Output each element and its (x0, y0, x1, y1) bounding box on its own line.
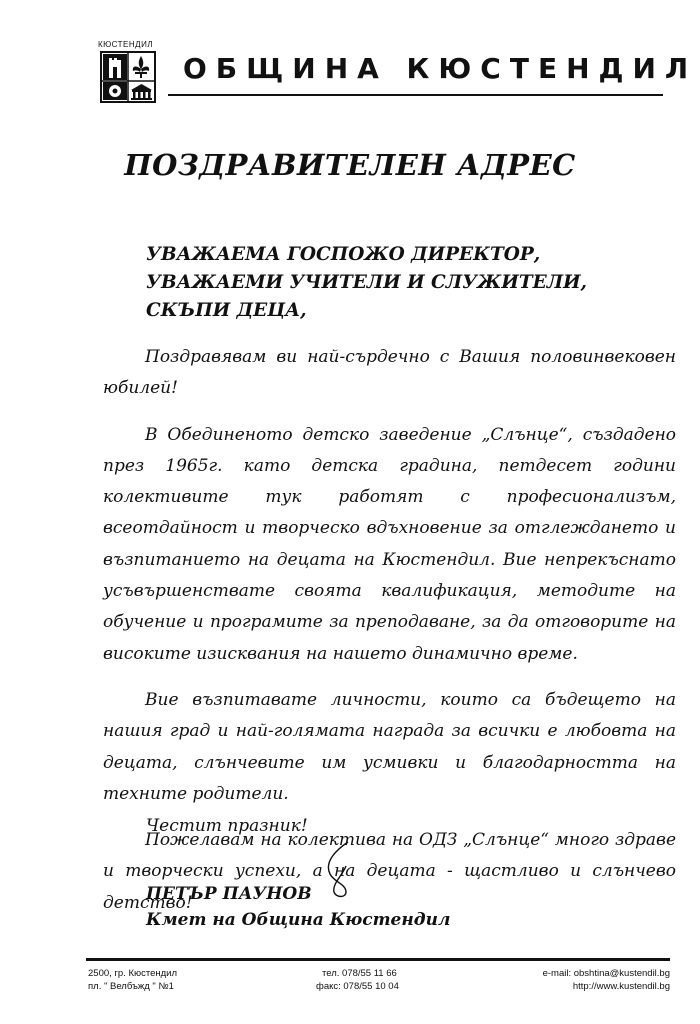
body-paragraph: Вие възпитавате личности, които са бъдещето на нашия град и най-голямата награда за всички е любовта на децата, слънчевите им усмивки и благодарността на техните родители. (103, 689, 676, 804)
coat-of-arms-icon (100, 51, 156, 103)
body-paragraph: В Обединеното детско заведение „Слънце“, създадено през 1965г. като детска градина, петдесет години колективите тук работят с професионализъм, всеотдайност и творческо вдъхновение за отглеждането и възпитанието на децата на Кюстендил. Вие непрекъснато усъвършенствате своята квалификация, методите на обучение и програмите за преподаване, за да отговорите на високите изисквания на нашето динамично време. (103, 424, 676, 664)
footer-address-line1: 2500, гр. Кюстендил (88, 968, 178, 979)
footer-phone: тел. 078/55 11 66 (322, 968, 397, 979)
letter-body (103, 342, 676, 934)
salutation-line: УВАЖАЕМИ УЧИТЕЛИ И СЛУЖИТЕЛИ, (146, 272, 588, 293)
signature-icon (316, 840, 356, 900)
header-divider (168, 94, 663, 96)
footer-address-line2: пл. " Велбъжд " №1 (88, 981, 174, 992)
footer-email[interactable]: e-mail: obshtina@kustendil.bg (542, 968, 670, 979)
salutation-line: СКЪПИ ДЕЦА, (146, 300, 307, 321)
document-title: ПОЗДРАВИТЕЛЕН АДРЕС (124, 148, 576, 182)
footer-website[interactable]: http://www.kustendil.bg (572, 981, 670, 992)
footer-divider (86, 958, 670, 961)
crest-label: КЮСТЕНДИЛ (98, 40, 154, 49)
organization-name: ОБЩИНА КЮСТЕНДИЛ (183, 52, 698, 85)
body-paragraph: Поздравявам ви най-сърдечно с Вашия половинвековен юбилей! (103, 347, 676, 399)
signer-position: Кмет на Община Кюстендил (146, 910, 451, 930)
signer-name: ПЕТЪР ПАУНОВ (146, 884, 312, 904)
footer-fax: факс: 078/55 10 04 (316, 981, 399, 992)
closing-line: Честит празник! (146, 816, 308, 836)
salutation-line: УВАЖАЕМА ГОСПОЖО ДИРЕКТОР, (146, 244, 541, 265)
body-paragraph: Пожелавам на колектива на ОДЗ „Слънце“ много здраве и творчески успехи, а на децата - щастливо и слънчево детство! (103, 830, 676, 913)
